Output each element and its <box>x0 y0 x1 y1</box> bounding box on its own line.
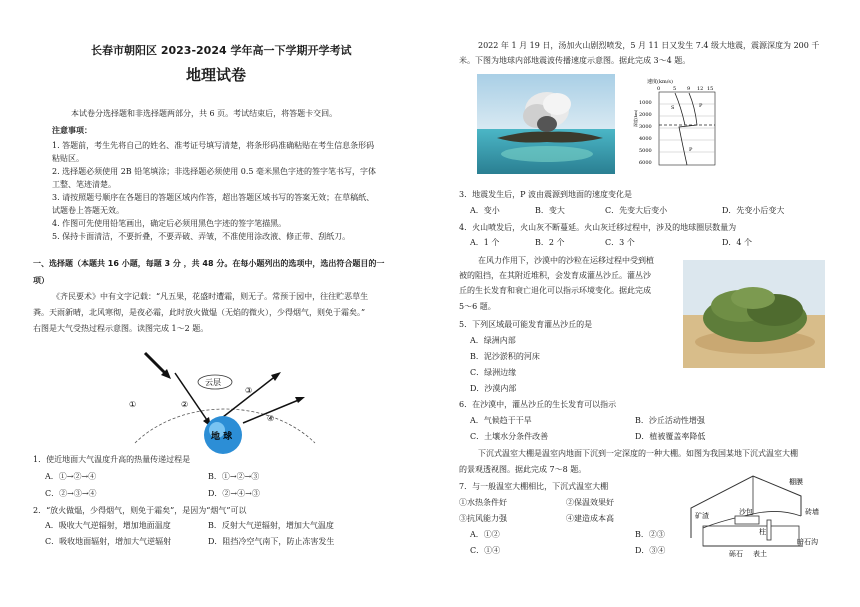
q3-option-c: C．先变大后变小 <box>605 206 668 215</box>
q7-stem: 7．与一般温室大棚相比，下沉式温室大棚 <box>459 482 609 491</box>
q2-option-b: B．反射大气逆辐射，增加大气温度 <box>208 521 334 530</box>
marker-2: ② <box>181 400 189 409</box>
intro-text: 本试卷分选择题和非选择题两部分，共 6 页。考试结束后，将答题卡交回。 <box>71 109 338 118</box>
passage-line: 被的阻挡，在其附近堆积，会发育成灌丛沙丘。灌丛沙 <box>459 271 651 280</box>
label-gravel: 砾石 <box>729 550 743 558</box>
label-slag: 矿渣 <box>695 512 709 520</box>
q6-stem: 6．在沙漠中，灌丛沙丘的生长发育可以指示 <box>459 400 617 409</box>
wave-mark-p: P <box>699 103 703 109</box>
q1-stem: 1．使近地面大气温度升高的热量传递过程是 <box>33 455 191 464</box>
q7-item-3: ③抗风能力强 <box>459 514 507 523</box>
wave-mark-s: S <box>671 105 675 111</box>
depth-axis-label: 深度(km) <box>633 109 638 127</box>
q3-option-b: B．变大 <box>535 206 565 215</box>
q6-option-a: A．气候趋于干旱 <box>470 416 532 425</box>
x-tick: 15 <box>707 86 714 92</box>
q6-option-b: B．沙丘活动性增强 <box>635 416 705 425</box>
passage-line: 下沉式温室大棚是温室内地面下沉到一定深度的一种大棚。如图为我国某地下沉式温室大棚 <box>478 449 798 458</box>
note-line: 试题卷上答题无效。 <box>52 206 124 215</box>
note-line: 工整、笔迹清楚。 <box>52 180 116 189</box>
y-tick: 2000 <box>639 112 652 118</box>
exam-title: 长春市朝阳区 2023-2024 学年高一下学期开学考试 <box>91 44 352 57</box>
passage-line: 在风力作用下，沙漠中的沙粒在运移过程中受到植 <box>478 256 654 265</box>
q4-option-a: A．1 个 <box>470 238 500 247</box>
q7-option-d: D．③④ <box>635 546 666 555</box>
q5-option-a: A．绿洲内部 <box>470 336 516 345</box>
q4-option-c: C．3 个 <box>605 238 635 247</box>
passage-line: 粪。天雨新晴，北风寒彻，是夜必霜，此时放火做煴（无焰的微火），少得烟气，则免于霜矣。” <box>33 308 366 317</box>
volcano-photo <box>477 74 615 174</box>
seismic-velocity-graph <box>635 77 725 167</box>
passage-line: 的景观透视图。据此完成 7～8 题。 <box>459 465 587 474</box>
label-topsoil: 表土 <box>753 550 767 558</box>
note-line: 4. 作图可先使用铅笔画出，确定后必须用黑色字迹的签字笔描黑。 <box>52 219 287 228</box>
velocity-axis-label: 速度(km/s) <box>647 79 673 85</box>
note-line: 1. 答题前，考生先将自己的姓名、准考证号填写清楚，将条形码准确粘贴在考生信息条形码 <box>52 141 375 150</box>
y-tick: 5000 <box>639 148 652 154</box>
marker-3: ③ <box>245 386 253 395</box>
q7-option-c: C．①④ <box>470 546 501 555</box>
q5-option-c: C．绿洲边缘 <box>470 368 517 377</box>
q2-stem: 2．“放火做煴，少得烟气，则免于霜矣”，是因为“烟气”可以 <box>33 506 247 515</box>
passage-line: 2022 年 1 月 19 日，汤加火山剧烈喷发，5 月 11 日又发生 7.4 级大地震，震源深度为 200 千 <box>478 41 820 50</box>
q6-option-d: D．植被覆盖率降低 <box>635 432 706 441</box>
q1-option-a: A．①→②→④ <box>45 472 97 481</box>
q7-item-2: ②保温效果好 <box>566 498 614 507</box>
q5-option-d: D．沙漠内部 <box>470 384 517 393</box>
section-heading: 一、选择题（本题共 16 小题，每题 3 分 ，共 48 分。在每小题列出的选项中，选出符合题目的一 <box>33 259 385 268</box>
q1-option-b: B．①→②→③ <box>208 472 260 481</box>
note-line: 粘贴区。 <box>52 154 84 163</box>
notes-title: 注意事项： <box>52 126 92 135</box>
label-brick: 砖墙 <box>805 508 819 516</box>
note-line: 5. 保持卡面清洁，不要折叠，不要弄破、弄皱，不准使用涂改液、修正带、刮纸刀。 <box>52 232 351 241</box>
q3-stem: 3．地震发生后，P 波由震源到地面的速度变化是 <box>459 190 633 199</box>
q7-item-1: ①水热条件好 <box>459 498 507 507</box>
q4-option-b: B．2 个 <box>535 238 565 247</box>
q2-option-a: A．吸收大气逆辐射，增加地面温度 <box>45 521 171 530</box>
greenhouse-diagram <box>683 468 833 558</box>
q6-option-c: C．土壤水分条件改善 <box>470 432 549 441</box>
x-tick: 9 <box>687 86 691 92</box>
passage-line: 5～6 题。 <box>459 302 496 311</box>
marker-4: ④ <box>267 414 275 423</box>
section-heading-cont: 项） <box>33 276 49 285</box>
y-tick: 6000 <box>639 160 652 166</box>
q7-option-b: B．②③ <box>635 530 665 539</box>
passage-line: 丘的生长发育和衰亡退化可以指示环境变化。据此完成 <box>459 286 651 295</box>
passage-line: 《齐民要术》中有文字记载：“凡五果，花盛时遭霜，则无子。常预于园中，往往贮恶草生 <box>52 292 369 301</box>
q3-option-a: A．变小 <box>470 206 500 215</box>
x-tick: 12 <box>697 86 704 92</box>
q1-option-d: D．②→④→③ <box>208 489 260 498</box>
label-film: 棚膜 <box>789 478 803 486</box>
note-line: 2. 选择题必须使用 2B 铅笔填涂；非选择题必须使用 0.5 毫米黑色字迹的签字笔书写，字体 <box>52 167 377 176</box>
cloud-label: 云层 <box>205 378 221 387</box>
q7-option-a: A．①② <box>470 530 500 539</box>
x-tick: 5 <box>673 86 677 92</box>
q5-option-b: B．泥沙淤积的河床 <box>470 352 540 361</box>
earth-label: 地 球 <box>211 432 233 442</box>
label-pillar: 柱 <box>759 528 766 536</box>
q3-option-d: D．先变小后变大 <box>722 206 785 215</box>
passage-line: 米。下图为地球内部地震波传播速度示意图。据此完成 3～4 题。 <box>459 56 691 65</box>
q2-option-d: D．阻挡冷空气南下，防止冻害发生 <box>208 537 335 546</box>
y-tick: 3000 <box>639 124 652 130</box>
marker-1: ① <box>129 400 137 409</box>
shrub-dune-photo <box>683 260 825 368</box>
label-sandbag: 沙包 <box>739 508 753 516</box>
note-line: 3. 请按照题号顺序在各题目的答题区域内作答，超出答题区域书写的答案无效；在草稿纸、 <box>52 193 375 202</box>
q4-option-d: D．4 个 <box>722 238 753 247</box>
q7-item-4: ④建造成本高 <box>566 514 614 523</box>
y-tick: 1000 <box>639 100 652 106</box>
y-tick: 4000 <box>639 136 652 142</box>
q4-stem: 4．火山喷发后，火山灰不断蔓延。火山灰迁移过程中，涉及的地球圈层数量为 <box>459 223 737 232</box>
label-drain: 暗石沟 <box>797 538 818 546</box>
subject-title: 地理试卷 <box>186 66 247 84</box>
q5-stem: 5．下列区域最可能发育灌丛沙丘的是 <box>459 320 593 329</box>
wave-mark-p2: P <box>689 147 693 153</box>
passage-line: 右图是大气受热过程示意图。读图完成 1～2 题。 <box>33 324 209 333</box>
q1-option-c: C．②→③→④ <box>45 489 97 498</box>
atmosphere-heating-diagram <box>125 345 325 445</box>
q2-option-c: C．吸收地面辐射，增加大气逆辐射 <box>45 537 172 546</box>
x-tick: 0 <box>657 86 661 92</box>
